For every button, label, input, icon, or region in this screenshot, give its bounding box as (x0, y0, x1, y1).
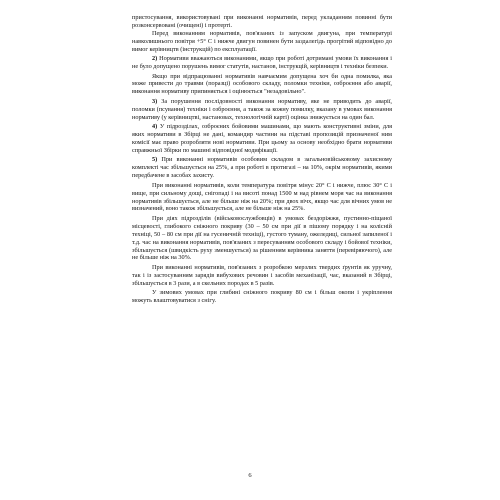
paragraph-text: Перед виконанням нормативів, пов'язаних із запуском двигуна, при температурі навколишнього повітря +5° С і нижче двигун повинен бути заздалегідь прогрітий відповідно до вимог керівництв (інструкцій) по експлуатації. (132, 29, 392, 53)
paragraph-7 (132, 156, 392, 180)
paragraph-text: При виконанні нормативів, коли температура повітря мінус 20° С і нижче, плюс 30° С і вище, при сильному дощі, снігопаді і на висоті понад 1500 м над рівнем моря час на виконання нормативів збільшується, але не більше ніж на 20%; при двох вічх, якщо час для вічних умов не визначений, воно також збільшується, але не більше ніж на 25%. (132, 181, 392, 213)
paragraph-4 (132, 73, 392, 97)
paragraph-2 (132, 30, 392, 54)
paragraph-5 (132, 98, 392, 122)
paragraph-number: 5) (152, 156, 158, 164)
paragraph-1 (132, 14, 392, 30)
page-number: 6 (248, 472, 252, 479)
paragraph-number: 3) (152, 97, 158, 105)
paragraph-text: При виконанні нормативів особовим складом в загальновійськовому захисному комплекті час збільшується на 25%, а при роботі в протигазі – на 10%, окрім нормативів, якими передбачене в засобах захисту. (132, 156, 392, 180)
paragraph-9 (132, 215, 392, 262)
paragraph-text: Якщо при відпрацюванні нормативів навчаємим допущена хоч би одна помилка, яка може привести до травми (поразці) особового складу, поломки техніки, озброєння або аварії, виконання нормативу припиняється і оцінюється "незадовільно". (132, 72, 392, 96)
paragraph-text: При виконанні нормативів, пов'язаних з розробкою мерзлих твердих ґрунтів як уручну, так і із застосуванням зарядів вибухових речовин і засобів механізації, час, вказаний в Збірці, збільшується в 3 рази, а в скельних породах в 5 разів. (132, 263, 392, 287)
paragraph-number: 2) (152, 55, 158, 63)
paragraph-11 (132, 289, 392, 305)
paragraph-text: За порушення послідовності виконання нормативу, яке не приводить до аварії, поломки (псування) техніки і озброєння, а також за кожну помилку, вказану в умовах виконання нормативу (у керівництві, настановах, технологічній карті) оцінка знижується на один бал. (132, 97, 392, 121)
paragraph-text: Нормативи вважаються виконаними, якщо при роботі дотримані умови їх виконання і не було допущено порушень вимог статутів, настанов, інструкцій, керівництв і техніки безпеки. (132, 55, 393, 71)
paragraph-3 (132, 55, 392, 71)
paragraph-10 (132, 264, 392, 288)
paragraph-text: У підрозділах, озброєних бойовими машинами, що мають конструктивні зміни, для яких нормативи в Збірці не дані, командир частини на підставі пропозицій призначеної ним комісії має право розробляти нові нормативи. При цьому за основу необхідно брати нормативи справжньої Збірки по машині відповідної модифікації. (132, 123, 393, 154)
paragraph-number: 4) (152, 123, 158, 131)
paragraph-text: пристосування, використовувані при виконанні нормативів, перед укладанням повинні бути розконсервовані (очищені) і протерті. (132, 14, 392, 29)
paragraph-6 (132, 123, 392, 155)
paragraph-8 (132, 182, 392, 214)
paragraph-text: У зимових умовах при глибині сніжного покриву 80 см і більш окопи і укріплення можуть влаштовуватися з снігу. (132, 289, 392, 305)
paragraph-text: При діях підрозділів (військовослужбовців) в умовах бездоріжжя, пустинно-піщаної місцевості, глибокого сніжного покриву (30 – 50 см при дії в пішому порядку і на колісній техніці, 50 – 80 см при дії на гусеничній техніці), густого туману, ожеледиці, сильної запиленої і т.д. час на виконання нормативів, пов'язаних з пересуванням особового складу і бойової техніки, збільшується (швидкість руху зменшується) за рішенням керівника заняття (перевіряючого), але не більше ніж на 30%. (132, 214, 392, 262)
